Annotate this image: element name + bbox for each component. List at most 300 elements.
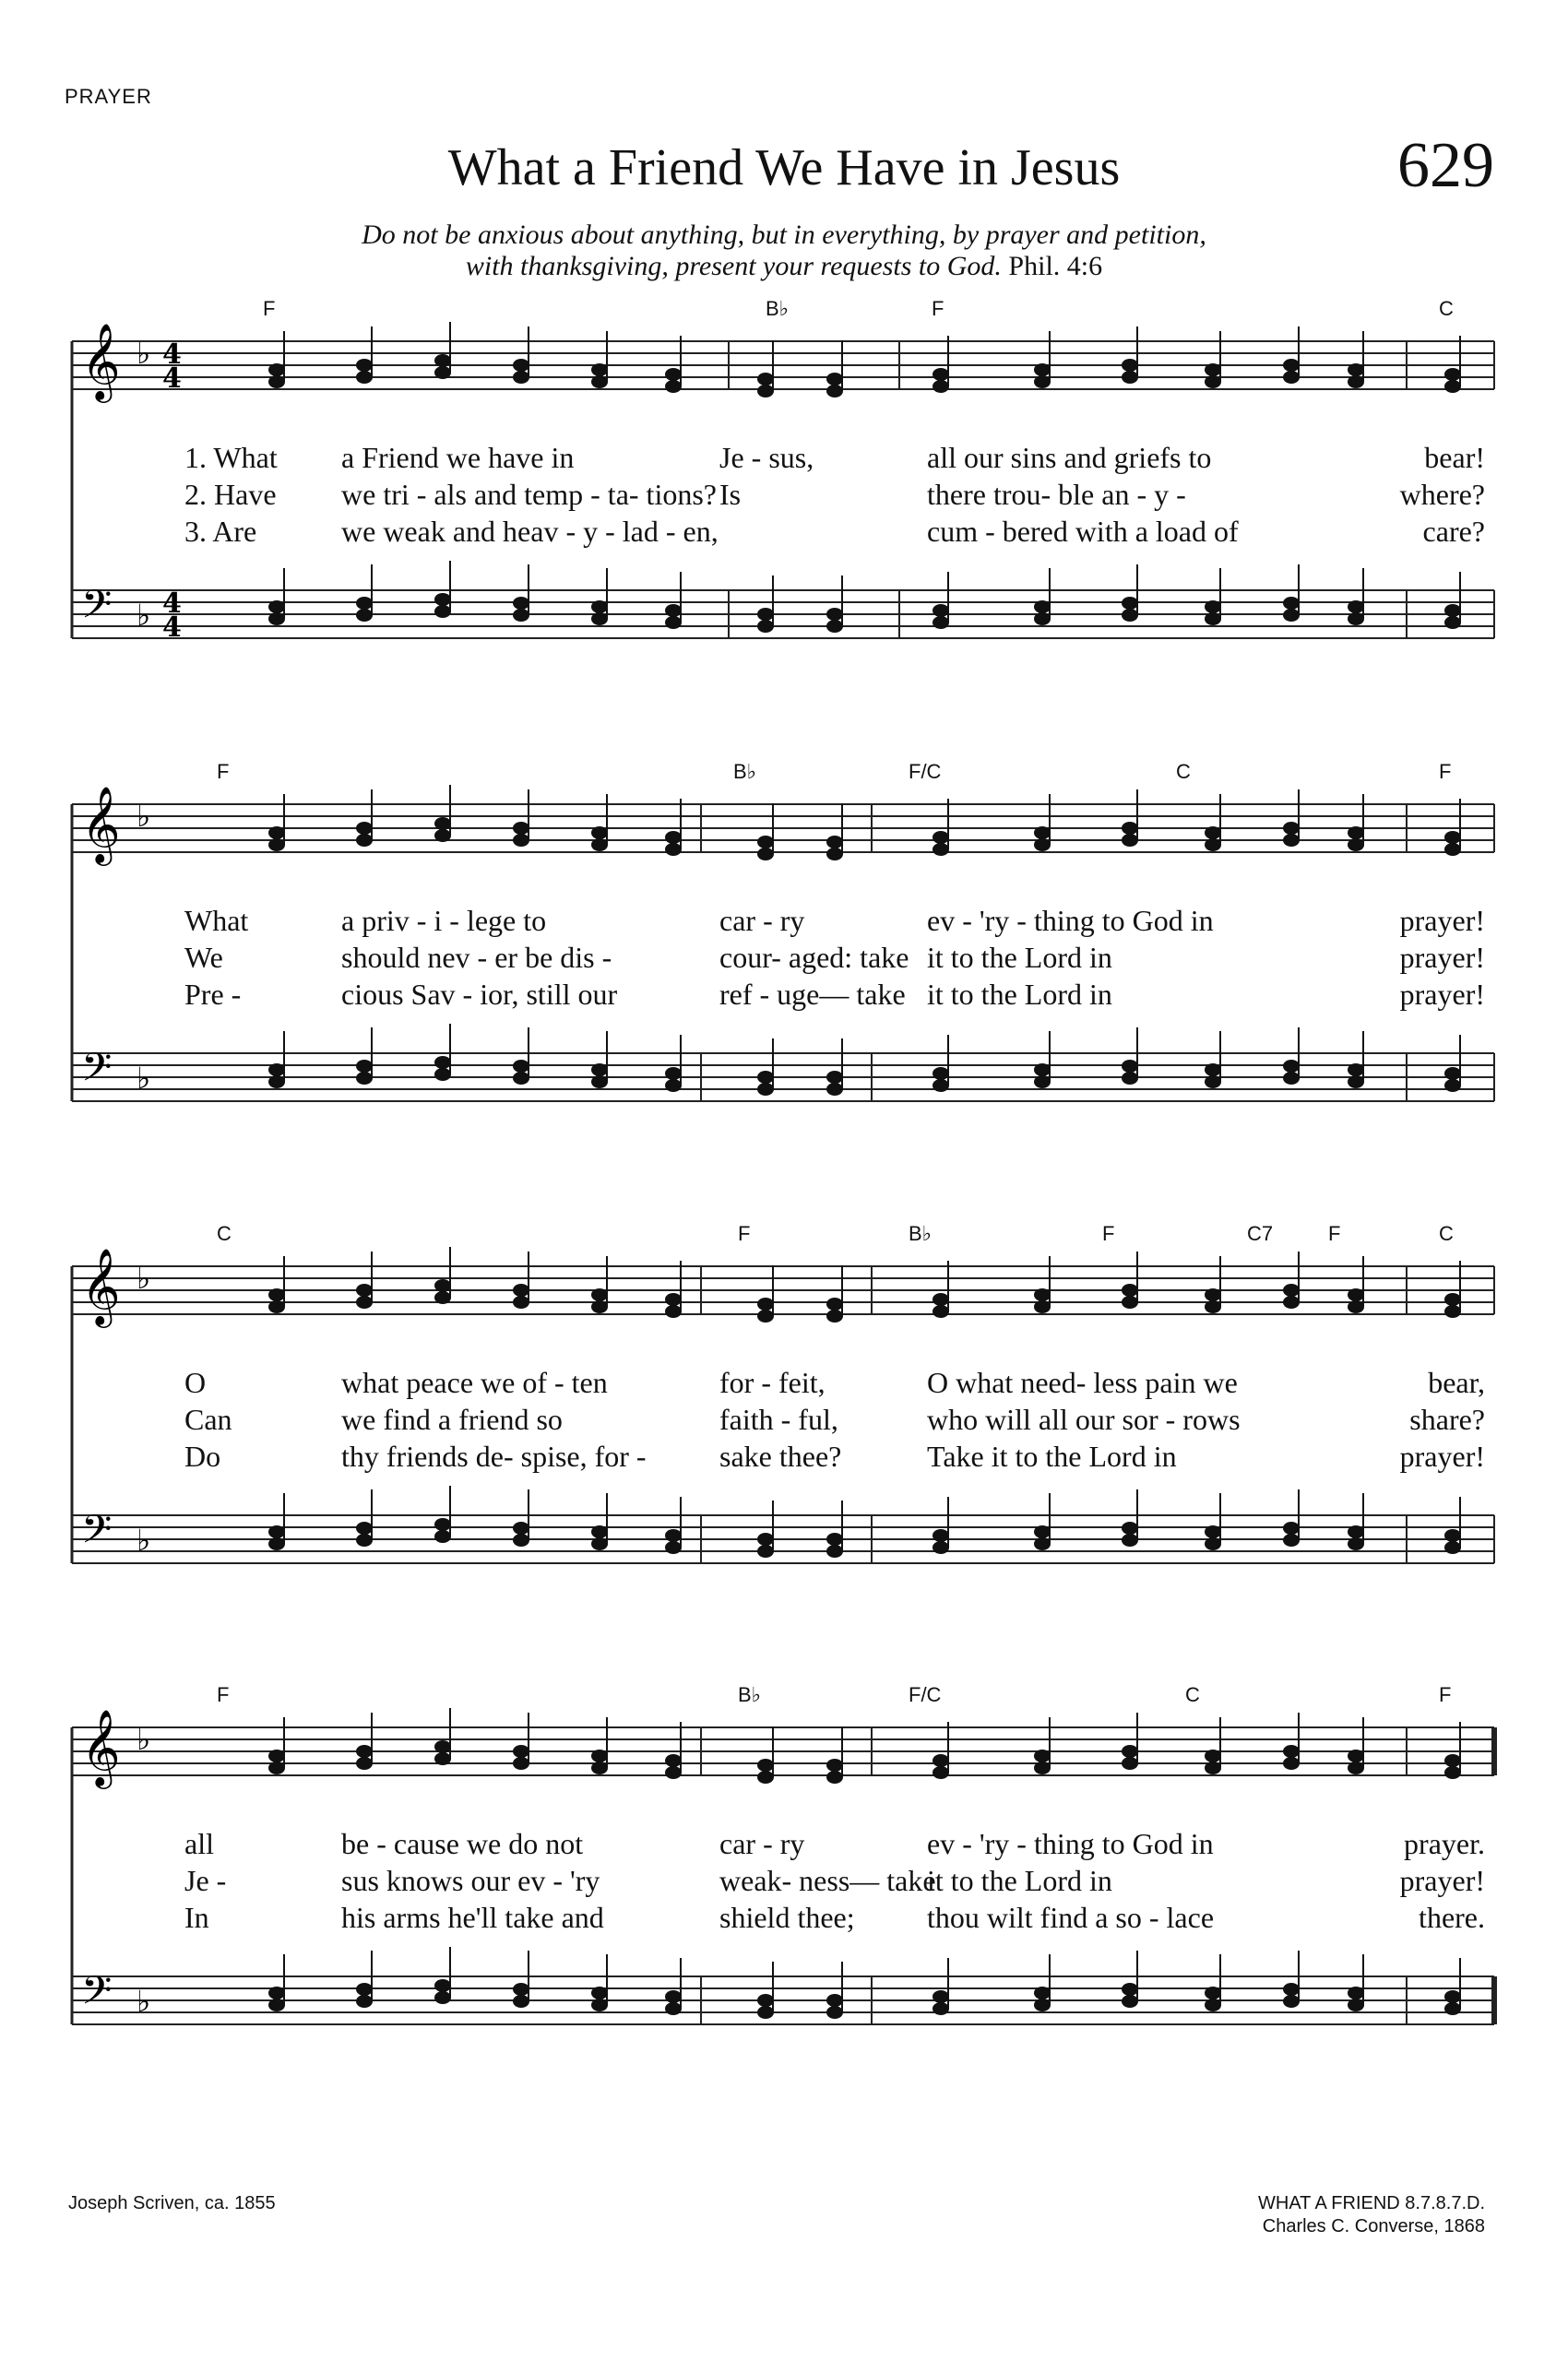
- note-head: [268, 1987, 285, 1999]
- lyric-verse-3: prayer!: [1399, 1440, 1485, 1473]
- chord-symbol: F: [1439, 760, 1452, 783]
- note-head: [1205, 1999, 1221, 2011]
- note-head: [356, 822, 373, 835]
- chord-symbol: F: [932, 297, 944, 320]
- lyric-verse-1: a priv - i - lege to: [341, 904, 547, 937]
- key-signature-flat-icon: ♭: [137, 1061, 151, 1096]
- note-head: [932, 2002, 949, 2015]
- chord-symbol: F/C: [909, 760, 942, 783]
- note-head: [1283, 609, 1300, 622]
- lyric-verse-3: it to the Lord in: [927, 978, 1112, 1011]
- note-head: [356, 1060, 373, 1073]
- note-head: [591, 363, 608, 376]
- note-head: [434, 1740, 451, 1753]
- note-head: [1205, 1300, 1221, 1313]
- note-head: [1205, 1987, 1221, 1999]
- note-head: [1444, 1305, 1461, 1318]
- lyric-verse-1: what peace we of - ten: [341, 1366, 608, 1399]
- note-head: [356, 1296, 373, 1309]
- lyric-verse-2: weak- ness— take: [719, 1864, 936, 1897]
- note-head: [826, 1994, 843, 2007]
- note-head: [434, 593, 451, 606]
- note-head: [1122, 597, 1138, 610]
- note-head: [932, 1990, 949, 2003]
- lyric-verse-3: In: [184, 1901, 209, 1934]
- note-head: [757, 1545, 774, 1558]
- note-head: [434, 1068, 451, 1081]
- time-signature: 4: [162, 338, 182, 371]
- lyric-verse-3: we weak and heav - y - lad - en,: [341, 515, 719, 548]
- note-head: [1205, 1063, 1221, 1076]
- note-head: [356, 1983, 373, 1996]
- note-head: [591, 1300, 608, 1313]
- note-head: [434, 605, 451, 618]
- note-head: [1283, 1983, 1300, 1996]
- lyric-verse-1: all: [184, 1827, 214, 1860]
- note-head: [1122, 822, 1138, 835]
- note-head: [932, 831, 949, 844]
- note-head: [1283, 1072, 1300, 1085]
- note-head: [513, 1296, 529, 1309]
- lyric-verse-3: ref - uge— take: [719, 978, 906, 1011]
- note-head: [1034, 1525, 1051, 1538]
- note-head: [1122, 834, 1138, 847]
- note-head: [932, 1541, 949, 1554]
- note-head: [1034, 1537, 1051, 1550]
- note-head: [356, 1522, 373, 1535]
- lyric-verse-1: prayer!: [1399, 904, 1485, 937]
- note-head: [356, 1072, 373, 1085]
- note-head: [1205, 1762, 1221, 1774]
- note-head: [826, 620, 843, 633]
- note-head: [513, 834, 529, 847]
- key-signature-flat-icon: ♭: [137, 1523, 151, 1558]
- bass-clef-icon: 𝄢: [81, 1968, 113, 2023]
- note-head: [1122, 1060, 1138, 1073]
- note-head: [268, 363, 285, 376]
- note-head: [268, 375, 285, 388]
- lyric-verse-2: Is: [719, 478, 742, 511]
- note-head: [665, 1754, 682, 1767]
- note-head: [1283, 1284, 1300, 1297]
- section-label: PRAYER: [65, 85, 152, 108]
- lyric-verse-1: be - cause we do not: [341, 1827, 584, 1860]
- chord-symbol: F/C: [909, 1683, 942, 1706]
- note-head: [1122, 371, 1138, 384]
- note-head: [513, 597, 529, 610]
- note-head: [268, 1750, 285, 1762]
- lyric-verse-3: cious Sav - ior, still our: [341, 978, 618, 1011]
- note-head: [268, 1762, 285, 1774]
- note-head: [434, 354, 451, 367]
- note-head: [932, 604, 949, 617]
- note-head: [1348, 600, 1364, 613]
- lyric-verse-1: bear,: [1428, 1366, 1485, 1399]
- note-head: [1348, 612, 1364, 625]
- note-head: [513, 359, 529, 372]
- lyric-verse-3: Take it to the Lord in: [927, 1440, 1177, 1473]
- note-head: [1348, 1075, 1364, 1088]
- chord-symbol: C: [1185, 1683, 1200, 1706]
- note-head: [665, 831, 682, 844]
- note-head: [268, 1300, 285, 1313]
- lyric-verse-3: there.: [1419, 1901, 1485, 1934]
- note-head: [434, 1291, 451, 1304]
- note-head: [513, 1060, 529, 1073]
- note-head: [665, 1293, 682, 1306]
- note-head: [1283, 1757, 1300, 1770]
- note-head: [757, 836, 774, 848]
- note-head: [1205, 363, 1221, 376]
- note-head: [826, 848, 843, 860]
- tune-name: WHAT A FRIEND 8.7.8.7.D.: [1258, 2193, 1485, 2213]
- note-head: [1283, 1995, 1300, 2008]
- note-head: [434, 1752, 451, 1765]
- lyric-verse-2: there trou- ble an - y -: [927, 478, 1186, 511]
- lyricist-credit: Joseph Scriven, ca. 1855: [68, 2193, 276, 2213]
- note-head: [356, 1995, 373, 2008]
- epigraph-line-1: Do not be anxious about anything, but in everything, by prayer and petition,: [362, 219, 1206, 250]
- note-head: [1205, 1075, 1221, 1088]
- note-head: [665, 843, 682, 856]
- note-head: [826, 1298, 843, 1311]
- chord-symbol: C: [1439, 297, 1454, 320]
- note-head: [757, 1298, 774, 1311]
- note-head: [268, 1288, 285, 1301]
- treble-clef-icon: 𝄞: [81, 1708, 121, 1786]
- note-head: [268, 612, 285, 625]
- note-head: [1444, 1529, 1461, 1542]
- note-head: [1205, 600, 1221, 613]
- note-head: [1283, 834, 1300, 847]
- note-head: [665, 368, 682, 381]
- note-head: [932, 1766, 949, 1779]
- note-head: [434, 1279, 451, 1292]
- note-head: [1205, 838, 1221, 851]
- note-head: [591, 838, 608, 851]
- note-head: [665, 604, 682, 617]
- note-head: [434, 366, 451, 379]
- note-head: [665, 1529, 682, 1542]
- time-signature: 4: [162, 611, 182, 644]
- note-head: [1205, 375, 1221, 388]
- lyric-verse-1: prayer.: [1404, 1827, 1485, 1860]
- hymn-number: 629: [1397, 130, 1494, 201]
- note-head: [591, 600, 608, 613]
- key-signature-flat-icon: ♭: [137, 1722, 151, 1757]
- note-head: [826, 1545, 843, 1558]
- note-head: [591, 1999, 608, 2011]
- note-head: [1444, 1079, 1461, 1092]
- note-head: [1348, 1300, 1364, 1313]
- note-head: [1283, 1745, 1300, 1758]
- note-head: [665, 380, 682, 393]
- lyric-verse-2: Can: [184, 1403, 232, 1436]
- note-head: [932, 1293, 949, 1306]
- note-head: [1205, 1288, 1221, 1301]
- note-head: [1444, 831, 1461, 844]
- chord-symbol: F: [1439, 1683, 1452, 1706]
- chord-symbol: B♭: [909, 1222, 932, 1245]
- lyric-verse-1: ev - 'ry - thing to God in: [927, 1827, 1214, 1860]
- note-head: [1034, 1075, 1051, 1088]
- note-head: [434, 1530, 451, 1543]
- note-head: [665, 1305, 682, 1318]
- lyric-verse-2: prayer!: [1399, 941, 1485, 974]
- lyric-verse-2: 2. Have: [184, 478, 277, 511]
- note-head: [665, 1067, 682, 1080]
- note-head: [932, 380, 949, 393]
- note-head: [1348, 826, 1364, 839]
- note-head: [1034, 600, 1051, 613]
- note-head: [757, 1533, 774, 1546]
- note-head: [1444, 1754, 1461, 1767]
- lyric-verse-2: sus knows our ev - 'ry: [341, 1864, 600, 1897]
- note-head: [932, 1067, 949, 1080]
- note-head: [434, 1991, 451, 2004]
- lyric-verse-2: it to the Lord in: [927, 1864, 1112, 1897]
- note-head: [434, 1056, 451, 1069]
- lyric-verse-1: What: [184, 904, 249, 937]
- lyric-verse-3: 3. Are: [184, 515, 257, 548]
- note-head: [356, 834, 373, 847]
- note-head: [434, 1979, 451, 1992]
- note-head: [513, 822, 529, 835]
- note-head: [1283, 1522, 1300, 1535]
- note-head: [826, 385, 843, 397]
- note-head: [826, 1071, 843, 1084]
- lyric-verse-2: cour- aged: take: [719, 941, 909, 974]
- lyric-verse-2: We: [184, 941, 223, 974]
- note-head: [1348, 1525, 1364, 1538]
- note-head: [1283, 359, 1300, 372]
- bass-clef-icon: 𝄢: [81, 1507, 113, 1562]
- time-signature: 4: [162, 587, 182, 620]
- note-head: [757, 1994, 774, 2007]
- note-head: [757, 848, 774, 860]
- note-head: [1205, 826, 1221, 839]
- note-head: [826, 1310, 843, 1323]
- lyric-verse-2: faith - ful,: [719, 1403, 838, 1436]
- note-head: [356, 371, 373, 384]
- note-head: [757, 1310, 774, 1323]
- lyric-verse-3: cum - bered with a load of: [927, 515, 1239, 548]
- note-head: [1348, 375, 1364, 388]
- note-head: [591, 1525, 608, 1538]
- note-head: [513, 1757, 529, 1770]
- note-head: [826, 2006, 843, 2019]
- note-head: [1283, 597, 1300, 610]
- chord-symbol: C: [217, 1222, 232, 1245]
- lyric-verse-3: thou wilt find a so - lace: [927, 1901, 1215, 1934]
- chord-symbol: B♭: [766, 297, 790, 320]
- note-head: [1348, 838, 1364, 851]
- note-head: [268, 1537, 285, 1550]
- lyric-verse-2: share?: [1409, 1403, 1485, 1436]
- note-head: [356, 359, 373, 372]
- lyric-verse-1: bear!: [1424, 441, 1485, 474]
- note-head: [1283, 1296, 1300, 1309]
- note-head: [1122, 359, 1138, 372]
- note-head: [757, 2006, 774, 2019]
- bass-clef-icon: 𝄢: [81, 582, 113, 637]
- lyric-verse-3: care?: [1422, 515, 1485, 548]
- time-signature: 4: [162, 362, 182, 395]
- lyric-verse-1: car - ry: [719, 904, 805, 937]
- lyric-verse-3: sake thee?: [719, 1440, 842, 1473]
- lyric-verse-1: 1. What: [184, 441, 278, 474]
- lyric-verse-3: his arms he'll take and: [341, 1901, 604, 1934]
- key-signature-flat-icon: ♭: [137, 598, 151, 633]
- note-head: [1348, 1063, 1364, 1076]
- lyric-verse-3: prayer!: [1399, 978, 1485, 1011]
- note-head: [356, 609, 373, 622]
- lyric-verse-3: Do: [184, 1440, 221, 1473]
- lyric-verse-2: it to the Lord in: [927, 941, 1112, 974]
- note-head: [1122, 1995, 1138, 2008]
- lyric-verse-1: car - ry: [719, 1827, 805, 1860]
- chord-symbol: F: [1102, 1222, 1115, 1245]
- note-head: [1205, 1537, 1221, 1550]
- note-head: [757, 1771, 774, 1784]
- note-head: [1444, 1990, 1461, 2003]
- note-head: [1122, 609, 1138, 622]
- note-head: [1283, 1534, 1300, 1547]
- lyric-verse-1: ev - 'ry - thing to God in: [927, 904, 1214, 937]
- note-head: [1444, 2002, 1461, 2015]
- lyric-verse-2: who will all our sor - rows: [927, 1403, 1241, 1436]
- note-head: [932, 1079, 949, 1092]
- note-head: [665, 1766, 682, 1779]
- note-head: [1444, 368, 1461, 381]
- note-head: [591, 1075, 608, 1088]
- note-head: [268, 1999, 285, 2011]
- note-head: [1034, 375, 1051, 388]
- note-head: [1205, 612, 1221, 625]
- note-head: [932, 616, 949, 629]
- note-head: [757, 1759, 774, 1772]
- note-head: [1034, 1750, 1051, 1762]
- note-head: [591, 375, 608, 388]
- lyric-verse-1: for - feit,: [719, 1366, 826, 1399]
- note-head: [1034, 363, 1051, 376]
- note-head: [1034, 1999, 1051, 2011]
- note-head: [1034, 1300, 1051, 1313]
- note-head: [932, 1754, 949, 1767]
- lyric-verse-3: shield thee;: [719, 1901, 855, 1934]
- chord-symbol: F: [217, 760, 230, 783]
- note-head: [1348, 1750, 1364, 1762]
- note-head: [1348, 1288, 1364, 1301]
- lyric-verse-1: Je - sus,: [719, 441, 814, 474]
- note-head: [1444, 616, 1461, 629]
- note-head: [826, 1083, 843, 1096]
- note-head: [513, 609, 529, 622]
- note-head: [591, 826, 608, 839]
- chord-symbol: F: [263, 297, 276, 320]
- note-head: [513, 371, 529, 384]
- lyric-verse-2: we find a friend so: [341, 1403, 563, 1436]
- lyric-verse-1: O what need- less pain we: [927, 1366, 1238, 1399]
- note-head: [268, 1525, 285, 1538]
- scripture-reference: Phil. 4:6: [1008, 251, 1103, 281]
- hymn-title: What a Friend We Have in Jesus: [447, 139, 1121, 196]
- chord-symbol: C: [1176, 760, 1191, 783]
- note-head: [591, 1288, 608, 1301]
- note-head: [268, 826, 285, 839]
- note-head: [932, 843, 949, 856]
- lyric-verse-1: O: [184, 1366, 207, 1399]
- note-head: [591, 1987, 608, 1999]
- note-head: [356, 1284, 373, 1297]
- note-head: [1122, 1284, 1138, 1297]
- note-head: [434, 1518, 451, 1531]
- note-head: [513, 1072, 529, 1085]
- note-head: [591, 1063, 608, 1076]
- treble-clef-icon: 𝄞: [81, 785, 121, 862]
- note-head: [1034, 1063, 1051, 1076]
- composer-credit: Charles C. Converse, 1868: [1262, 2216, 1485, 2236]
- note-head: [1122, 1296, 1138, 1309]
- chord-symbol: B♭: [738, 1683, 762, 1706]
- note-head: [1034, 1987, 1051, 1999]
- key-signature-flat-icon: ♭: [137, 1984, 151, 2019]
- note-head: [356, 1757, 373, 1770]
- treble-clef-icon: 𝄞: [81, 322, 121, 399]
- note-head: [268, 1063, 285, 1076]
- note-head: [1444, 1067, 1461, 1080]
- lyric-verse-2: Je -: [184, 1864, 227, 1897]
- note-head: [1444, 1541, 1461, 1554]
- note-head: [757, 1083, 774, 1096]
- epigraph-text: with thanksgiving, present your requests to God.: [465, 251, 1002, 281]
- chord-symbol: F: [217, 1683, 230, 1706]
- lyric-verse-1: all our sins and griefs to: [927, 441, 1212, 474]
- note-head: [826, 608, 843, 621]
- note-head: [513, 1745, 529, 1758]
- lyric-verse-2: we tri - als and temp - ta- tions?: [341, 478, 717, 511]
- key-signature-flat-icon: ♭: [137, 1261, 151, 1296]
- note-head: [932, 1305, 949, 1318]
- note-head: [1122, 1522, 1138, 1535]
- note-head: [1348, 1987, 1364, 1999]
- bass-clef-icon: 𝄢: [81, 1045, 113, 1100]
- note-head: [1444, 1766, 1461, 1779]
- note-head: [932, 1529, 949, 1542]
- note-head: [826, 1533, 843, 1546]
- note-head: [826, 1771, 843, 1784]
- note-head: [757, 373, 774, 386]
- note-head: [513, 1284, 529, 1297]
- note-head: [1122, 1757, 1138, 1770]
- note-head: [1034, 838, 1051, 851]
- lyric-verse-2: prayer!: [1399, 1864, 1485, 1897]
- note-head: [1444, 843, 1461, 856]
- note-head: [1034, 1762, 1051, 1774]
- note-head: [826, 836, 843, 848]
- note-head: [1122, 1983, 1138, 1996]
- note-head: [268, 600, 285, 613]
- note-head: [513, 1534, 529, 1547]
- note-head: [356, 597, 373, 610]
- note-head: [1283, 371, 1300, 384]
- note-head: [1034, 612, 1051, 625]
- note-head: [591, 1762, 608, 1774]
- note-head: [665, 616, 682, 629]
- note-head: [1444, 1293, 1461, 1306]
- key-signature-flat-icon: ♭: [137, 336, 151, 371]
- note-head: [1034, 826, 1051, 839]
